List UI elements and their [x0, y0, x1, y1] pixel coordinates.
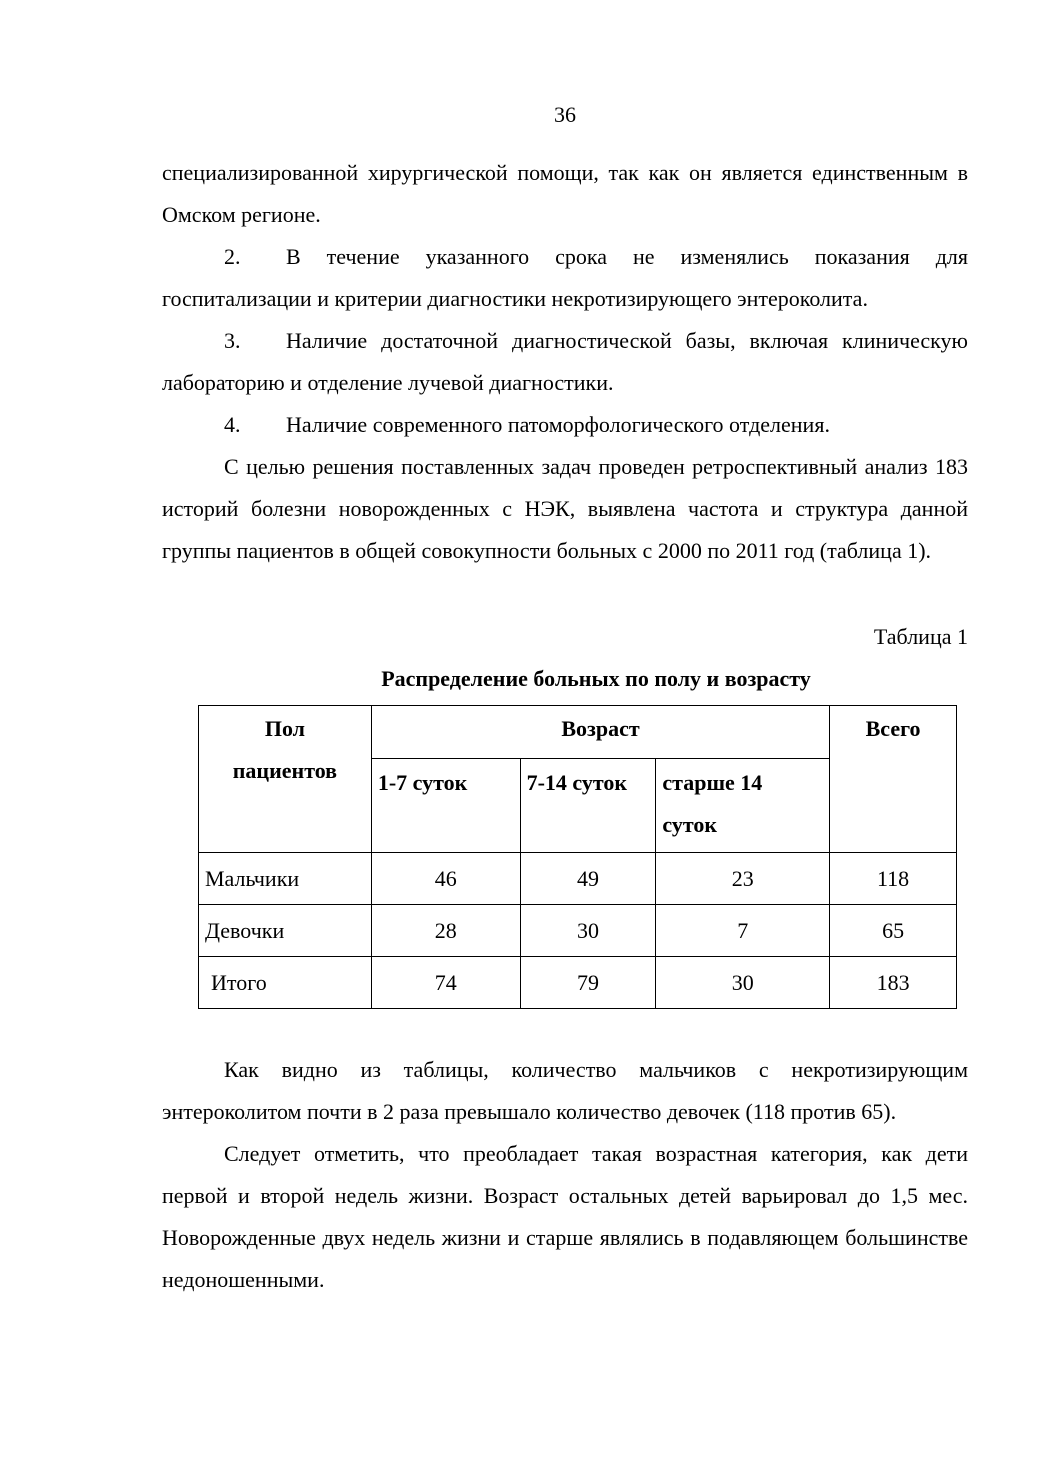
body-text-bottom	[162, 1049, 968, 1301]
cell-total: 183	[830, 957, 957, 1009]
list-number: 3.	[224, 328, 241, 353]
header-sex-line1: Пол	[264, 716, 305, 741]
list-item-4	[162, 404, 968, 446]
cell: 49	[520, 853, 656, 905]
list-text: В течение указанного срока не изменялись показания для госпитализации и критерии диагностики некротизирующего энтероколита.	[162, 244, 968, 311]
table-row	[199, 957, 957, 1009]
row-label: Мальчики	[199, 853, 372, 905]
cell: 79	[520, 957, 656, 1009]
header-age-3-line2: суток	[662, 812, 718, 837]
page-number: 36	[554, 102, 576, 127]
paragraph: С целью решения поставленных задач проведен ретроспективный анализ 183 историй болезни новорожденных с НЭК, выявлена частота и структура данной группы пациентов в общей совокупности больных с 2000 по 2011 год (таблица 1).	[162, 454, 968, 563]
cell: 7	[656, 905, 830, 957]
paragraph: Как видно из таблицы, количество мальчиков с некротизирующим энтероколитом почти в 2 раза превышало количество девочек (118 против 65).	[162, 1057, 968, 1124]
header-age-3-line1: старше 14	[662, 770, 763, 795]
data-table	[198, 705, 957, 1009]
paragraph: Следует отметить, что преобладает такая возрастная категория, как дети первой и второй недель жизни. Возраст остальных детей варьировал до 1,5 мес. Новорожденные двух недель жизни и старше являлись в подавляющем большинстве недоношенными.	[162, 1141, 968, 1292]
row-label: Девочки	[199, 905, 372, 957]
header-sex	[199, 706, 372, 853]
row-label: Итого	[199, 957, 372, 1009]
cell: 28	[371, 905, 520, 957]
cell: 46	[371, 853, 520, 905]
table-row	[199, 905, 957, 957]
cell-total: 118	[830, 853, 957, 905]
list-number: 4.	[224, 412, 241, 437]
cell-total: 65	[830, 905, 957, 957]
list-item-3	[162, 320, 968, 404]
list-item-2	[162, 236, 968, 320]
cell: 23	[656, 853, 830, 905]
body-text-top	[162, 152, 968, 572]
header-sex-line2: пациентов	[232, 758, 338, 783]
paragraph: специализированной хирургической помощи, так как он является единственным в Омском регионе.	[162, 160, 968, 227]
header-age-1: 1-7 суток	[371, 759, 520, 853]
cell: 30	[656, 957, 830, 1009]
cell: 30	[520, 905, 656, 957]
header-age-3	[656, 759, 830, 853]
header-age-2: 7-14 суток	[520, 759, 656, 853]
header-age: Возраст	[371, 706, 829, 759]
cell: 74	[371, 957, 520, 1009]
table-row	[199, 853, 957, 905]
header-total: Всего	[830, 706, 957, 853]
table-label: Таблица 1	[873, 624, 968, 649]
list-text: Наличие современного патоморфологического отделения.	[286, 412, 830, 437]
list-number: 2.	[224, 244, 241, 269]
table-title: Распределение больных по полу и возрасту	[381, 666, 811, 691]
list-text: Наличие достаточной диагностической базы, включая клиническую лабораторию и отделение лучевой диагностики.	[162, 328, 968, 395]
